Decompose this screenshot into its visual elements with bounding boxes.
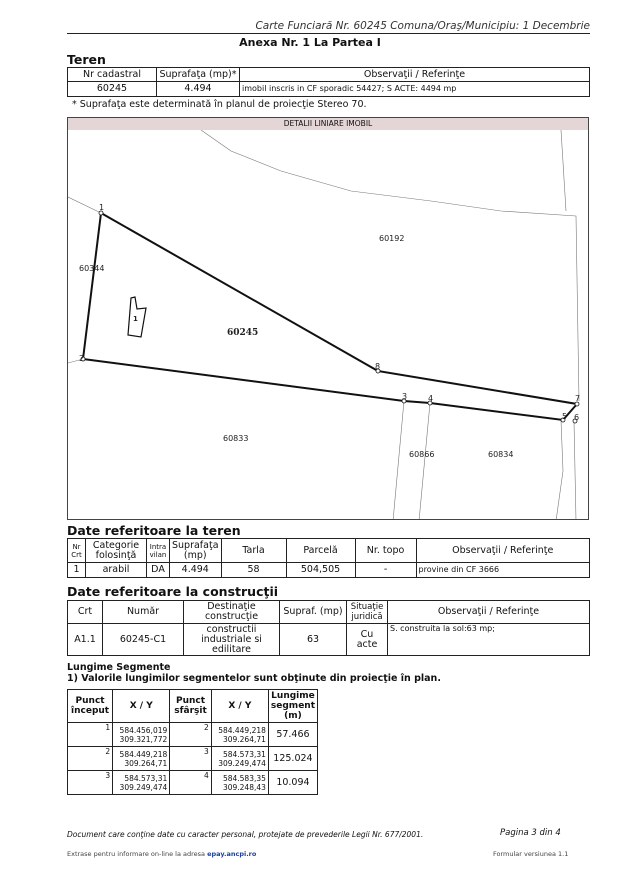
table-cell <box>113 771 170 795</box>
teren-heading: Teren <box>67 52 106 67</box>
coord-y: 309.249,474 <box>218 758 266 768</box>
coord-x: 584.449,218 <box>119 749 168 759</box>
table-cell: 4.494 <box>170 563 222 578</box>
table-row <box>68 747 318 771</box>
point-label: 1 <box>99 203 105 212</box>
teren-ref-table <box>67 538 590 578</box>
col-header: Categorie folosinţă <box>86 539 147 563</box>
table-cell: 2 <box>68 747 113 771</box>
carte-funciara-header: Carte Funciară Nr. 60245 Comuna/Oraş/Municipiu: 1 Decembrie <box>255 20 590 32</box>
table-cell: 2 <box>170 723 212 747</box>
table-cell: arabil <box>86 563 147 578</box>
neighbour-boundary <box>68 197 101 213</box>
coord-y: 309.264,71 <box>124 758 168 768</box>
table-cell: constructii industriale si edilitare <box>184 624 280 656</box>
table-row <box>68 82 590 97</box>
col-header: Lungime segment (m) <box>268 690 317 723</box>
table-cell <box>211 771 268 795</box>
building-label: 1 <box>133 315 138 323</box>
col-header: Parcelă <box>286 539 355 563</box>
neighbour-boundary <box>574 421 576 520</box>
point-label: 5 <box>562 412 568 421</box>
neighbour-boundary <box>561 130 566 211</box>
parcel-60245-boundary <box>83 213 580 422</box>
coord-x: 584.573,31 <box>124 773 168 783</box>
point-label: 6 <box>574 413 580 422</box>
table-cell: 4 <box>170 771 212 795</box>
table-cell: 60245 <box>68 82 157 97</box>
table-header-row <box>68 690 318 723</box>
table-row <box>68 723 318 747</box>
extract-notice <box>67 850 256 858</box>
coord-x: 584.573,31 <box>222 749 266 759</box>
parcel-label: 60833 <box>223 434 249 443</box>
col-header: Nr. topo <box>355 539 416 563</box>
point-label: 3 <box>402 392 408 401</box>
col-header: Observaţii / Referinţe <box>416 539 589 563</box>
constructii-heading: Date referitoare la construcţii <box>67 584 279 599</box>
table-cell: 57.466 <box>268 723 317 747</box>
table-cell <box>211 747 268 771</box>
legal-notice: Document care conţine date cu caracter personal, protejate de prevederile Legii Nr. 677/2001. <box>67 830 424 839</box>
constructii-table <box>67 600 590 656</box>
point-label: 8 <box>375 362 381 371</box>
col-header: Suprafaţa (mp) <box>170 539 222 563</box>
col-header: Punct sfârşit <box>170 690 212 723</box>
col-header: Destinaţie construcţie <box>184 601 280 624</box>
col-header: Suprafaţa (mp)* <box>157 68 240 82</box>
table-cell: 10.094 <box>268 771 317 795</box>
table-header-row <box>68 539 590 563</box>
col-header: Nr cadastral <box>68 68 157 82</box>
table-cell: provine din CF 3666 <box>416 563 589 578</box>
parcel-label: 60866 <box>409 450 435 459</box>
segments-subtitle: 1) Valorile lungimilor segmentelor sunt obţinute din proiecţie în plan. <box>67 673 441 684</box>
annex-title: Anexa Nr. 1 La Partea I <box>239 36 381 49</box>
neighbour-boundary <box>393 401 404 520</box>
table-cell: 3 <box>170 747 212 771</box>
segments-table <box>67 689 318 795</box>
table-cell: 63 <box>280 624 347 656</box>
table-cell: 4.494 <box>157 82 240 97</box>
extract-prefix: Extrase pentru informare on-line la adresa <box>67 850 206 858</box>
table-cell: 1 <box>68 563 86 578</box>
table-cell: 3 <box>68 771 113 795</box>
parcel-label: 60192 <box>379 234 405 243</box>
coord-x: 584.456,019 <box>119 725 168 735</box>
parcel-map <box>67 117 589 520</box>
col-header: Observaţii / Referinţe <box>388 601 590 624</box>
neighbour-boundary <box>556 420 563 520</box>
table-cell: 125.024 <box>268 747 317 771</box>
col-header: Tarla <box>221 539 286 563</box>
table-cell: A1.1 <box>68 624 103 656</box>
table-header-row <box>68 601 590 624</box>
col-header: X / Y <box>211 690 268 723</box>
header-divider <box>67 33 590 34</box>
neighbour-boundary <box>201 130 579 401</box>
col-header: Nr Crt <box>68 539 86 563</box>
col-header: Număr <box>103 601 184 624</box>
col-header: Observaţii / Referinţe <box>240 68 590 82</box>
teren-table <box>67 67 590 97</box>
table-cell <box>113 747 170 771</box>
table-cell: - <box>355 563 416 578</box>
epay-link[interactable]: epay.ancpi.ro <box>207 850 257 858</box>
map-title: DETALII LINIARE IMOBIL <box>68 118 588 130</box>
point-label: 4 <box>428 394 434 403</box>
col-header: Crt <box>68 601 103 624</box>
col-header: Intra vilan <box>147 539 170 563</box>
coord-y: 309.321,772 <box>119 734 168 744</box>
page-number: Pagina 3 din 4 <box>500 828 561 838</box>
segments-heading: Lungime Segmente <box>67 662 171 673</box>
point-label: 2 <box>79 354 85 363</box>
table-row <box>68 771 318 795</box>
table-cell: DA <box>147 563 170 578</box>
parcel-label: 60344 <box>79 264 105 273</box>
coord-x: 584.449,218 <box>218 725 266 735</box>
coord-y: 309.264,71 <box>222 734 266 744</box>
table-row <box>68 563 590 578</box>
parcel-label-main: 60245 <box>227 328 259 338</box>
table-cell: S. construita la sol:63 mp; <box>388 624 590 656</box>
table-cell: Cu acte <box>347 624 388 656</box>
surface-footnote: * Suprafaţa este determinată în planul de proiecţie Stereo 70. <box>72 99 367 110</box>
table-cell: imobil inscris in CF sporadic 54427; S ACTE: 4494 mp <box>240 82 590 97</box>
table-cell: 58 <box>221 563 286 578</box>
parcel-map-drawing <box>68 130 589 520</box>
point-label: 7 <box>575 394 581 403</box>
col-header: Situaţie juridică <box>347 601 388 624</box>
parcel-label: 60834 <box>488 450 514 459</box>
table-cell: 504,505 <box>286 563 355 578</box>
teren-ref-heading: Date referitoare la teren <box>67 523 241 538</box>
col-header: Punct început <box>68 690 113 723</box>
coord-y: 309.248,43 <box>222 782 266 792</box>
table-cell: 1 <box>68 723 113 747</box>
table-row <box>68 624 590 656</box>
form-version: Formular versiunea 1.1 <box>493 850 569 858</box>
col-header: X / Y <box>113 690 170 723</box>
neighbour-boundary <box>419 403 430 520</box>
table-header-row <box>68 68 590 82</box>
table-cell <box>211 723 268 747</box>
table-cell: 60245-C1 <box>103 624 184 656</box>
coord-y: 309.249,474 <box>119 782 168 792</box>
coord-x: 584.583,35 <box>222 773 266 783</box>
col-header: Supraf. (mp) <box>280 601 347 624</box>
table-cell <box>113 723 170 747</box>
